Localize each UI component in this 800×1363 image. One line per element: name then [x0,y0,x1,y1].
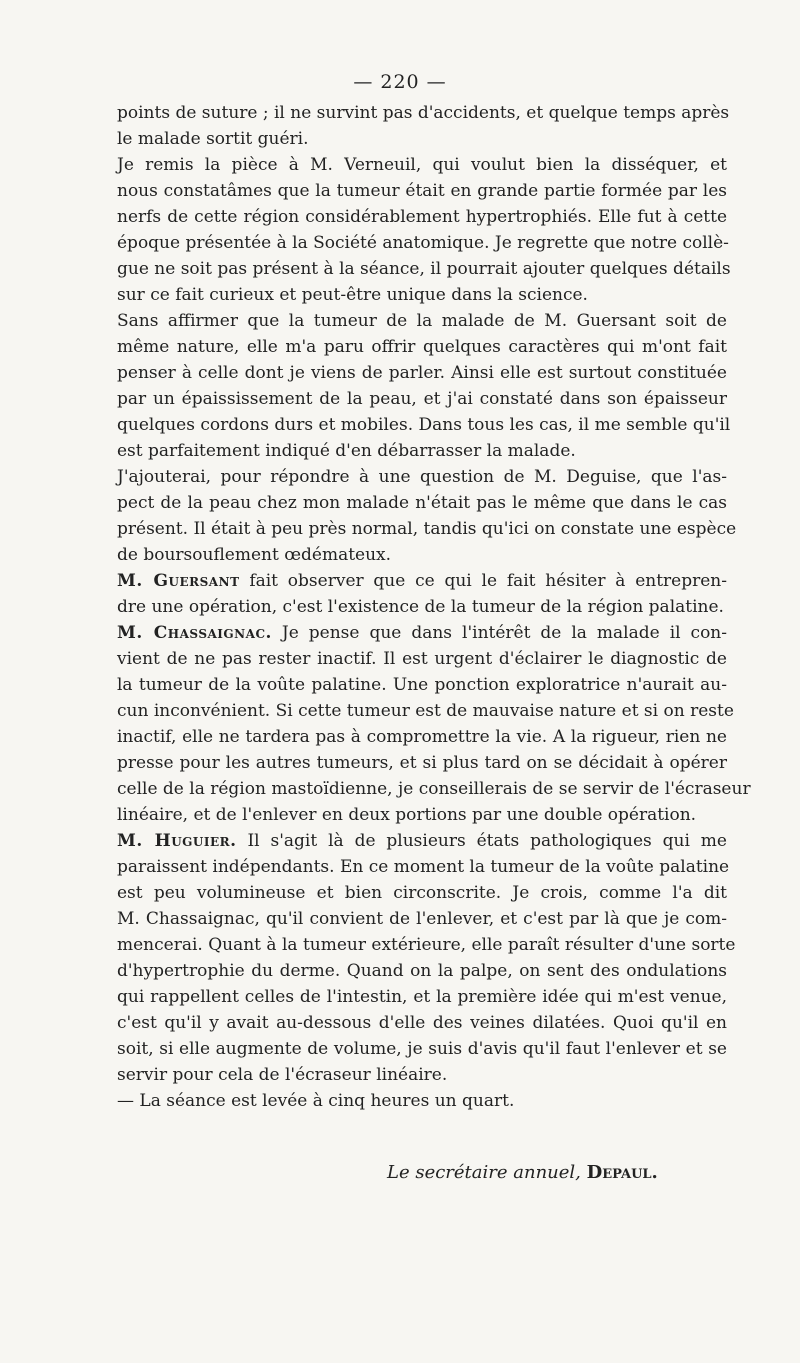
text-line [117,1010,727,1036]
text-line [117,516,737,542]
line-text: de boursouflement œdémateux. [117,545,392,565]
text-line [117,672,727,698]
speaker-paragraph [117,568,727,620]
text-line [117,750,727,776]
text-line [117,412,731,438]
line-text: est parfaitement indiqué d'en débarrasser la malade. [117,441,576,461]
line-text: penser à celle dont je viens de parler. Ainsi elle est surtout constituée [117,363,727,383]
line-text: le malade sortit guéri. [117,129,309,149]
line-text: présent. Il était à peu près normal, tandis qu'ici on constate une espèce [117,519,737,539]
text-line [117,594,727,620]
line-text: presse pour les autres tumeurs, et si plus tard on se décidait à opérer [117,753,727,773]
text-line [117,724,727,750]
paragraph [117,152,731,308]
line-text: linéaire, et de l'enlever en deux portions par une double opération. [117,805,697,825]
paragraph [117,100,730,152]
text-line [117,100,730,126]
paragraph [117,464,737,568]
text-line [117,932,736,958]
line-text: d'hypertrophie du derme. Quand on la palpe, on sent des ondulations [117,961,727,981]
line-text: soit, si elle augmente de volume, je suis d'avis qu'il faut l'enlever et se [117,1039,727,1059]
text-line [117,308,727,334]
text-line [117,438,727,464]
text-line [117,204,727,230]
line-text: Il s'agit là de plusieurs états pathologiques qui me [236,831,727,851]
text-line [117,1088,727,1114]
line-text: Je remis la pièce à M. Verneuil, qui voulut bien la disséquer, et [117,155,727,175]
text-line [117,698,734,724]
signature-role: Le secrétaire annuel, [387,1162,581,1183]
text-line [117,958,727,984]
line-text: époque présentée à la Société anatomique. Je regrette que notre collè- [117,233,729,253]
text-line [117,230,727,256]
text-line [117,386,727,412]
text-line [117,802,727,828]
line-text: points de suture ; il ne survint pas d'accidents, et quelque temps après [117,103,730,123]
paragraph [117,1088,727,1114]
text-line [117,854,730,880]
text-line [117,568,727,594]
line-text: pect de la peau chez mon malade n'était pas le même que dans le cas [117,493,727,513]
line-text: servir pour cela de l'écraseur linéaire. [117,1065,448,1085]
line-text: la tumeur de la voûte palatine. Une ponction exploratrice n'aurait au- [117,675,727,695]
line-text: cun inconvénient. Si cette tumeur est de mauvaise nature et si on reste [117,701,734,721]
body-text [117,100,751,1114]
speaker-name: M. Huguier. [117,831,237,851]
text-line [117,906,727,932]
text-line [117,334,727,360]
speaker-name: M. Guersant [117,571,240,591]
line-text: dre une opération, c'est l'existence de la tumeur de la région palatine. [117,597,724,617]
text-line [117,178,727,204]
line-text: mencerai. Quant à la tumeur extérieure, elle paraît résulter d'une sorte [117,935,736,955]
line-text: même nature, elle m'a paru offrir quelques caractères qui m'ont fait [117,337,727,357]
text-line [117,542,727,568]
text-line [117,828,727,854]
line-text: J'ajouterai, pour répondre à une question de M. Deguise, que l'as- [117,467,727,487]
speaker-paragraph [117,828,736,1088]
line-text: Sans affirmer que la tumeur de la malade de M. Guersant soit de [117,311,727,331]
line-text: est peu volumineuse et bien circonscrite. Je crois, comme l'a dit [117,883,727,903]
text-line [117,282,727,308]
text-line [117,126,727,152]
paragraph [117,308,731,464]
line-text: c'est qu'il y avait au-dessous d'elle des veines dilatées. Quoi qu'il en [117,1013,727,1033]
text-line [117,360,727,386]
line-text: nous constatâmes que la tumeur était en grande partie formée par les [117,181,727,201]
line-text: qui rappellent celles de l'intestin, et la première idée qui m'est venue, [117,987,727,1007]
speaker-paragraph [117,620,751,828]
text-line [117,776,751,802]
signature [387,1162,658,1183]
text-line [117,880,727,906]
line-text: nerfs de cette région considérablement hypertrophiés. Elle fut à cette [117,207,727,227]
line-text: celle de la région mastoïdienne, je conseillerais de se servir de l'écraseur [117,779,751,799]
line-text: quelques cordons durs et mobiles. Dans tous les cas, il me semble qu'il [117,415,731,435]
text-line [117,464,727,490]
line-text: — La séance est levée à cinq heures un quart. [117,1091,515,1111]
speaker-name: M. Chassaignac. [117,623,272,643]
line-text: paraissent indépendants. En ce moment la tumeur de la voûte palatine [117,857,730,877]
line-text: M. Chassaignac, qu'il convient de l'enlever, et c'est par là que je com- [117,909,727,929]
line-text: par un épaississement de la peau, et j'ai constaté dans son épaisseur [117,389,727,409]
line-text: Je pense que dans l'intérêt de la malade il con- [271,623,728,643]
page-number: — 220 — [353,71,447,93]
line-text: vient de ne pas rester inactif. Il est urgent d'éclairer le diagnostic de [117,649,727,669]
text-line [117,646,727,672]
text-line [117,256,731,282]
text-line [117,152,727,178]
text-line [117,1062,727,1088]
line-text: sur ce fait curieux et peut-être unique dans la science. [117,285,588,305]
text-line [117,490,727,516]
text-line [117,1036,727,1062]
line-text: inactif, elle ne tardera pas à compromettre la vie. A la rigueur, rien ne [117,727,727,747]
text-line [117,620,727,646]
signature-name: Depaul. [586,1162,658,1183]
line-text: gue ne soit pas présent à la séance, il pourrait ajouter quelques détails [117,259,731,279]
text-line [117,984,727,1010]
line-text: fait observer que ce qui le fait hésiter à entrepren- [239,571,727,591]
